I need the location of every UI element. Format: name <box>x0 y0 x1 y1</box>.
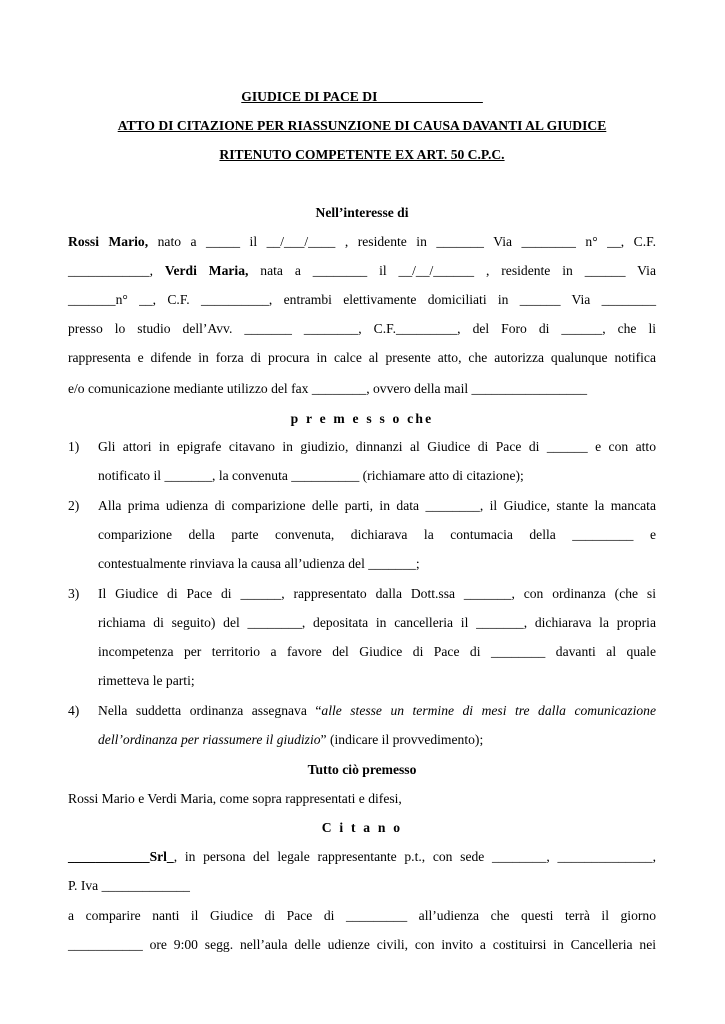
item-3-line-4: rimetteva le parti; <box>98 673 195 688</box>
item-2-line-1: Alla prima udienza di comparizione delle parti, in data ________, il Giudice, stante la mancata <box>98 498 656 513</box>
item-3-line-3: incompetenza per territorio a favore del Giudice di Pace di ________ davanti al quale <box>98 644 656 659</box>
interest-line-6: e/o comunicazione mediante utilizzo del fax ________, ovvero della mail _________________ <box>68 381 588 396</box>
list-number: 3) <box>68 586 80 601</box>
interest-line-5: rappresenta e difende in forza di procura in calce al presente atto, che autorizza qualunque notifica <box>68 350 656 365</box>
item-2-line-2: comparizione della parte convenuta, dichiarava la contumacia della _________ e <box>98 527 656 542</box>
list-number: 1) <box>68 439 80 454</box>
item-1-line-2: notificato il _______, la convenuta __________ (richiamare atto di citazione); <box>98 468 524 483</box>
citano-line-4: ___________ ore 9:00 segg. nell’aula delle udienze civili, con invito a costituirsi in Cancelleria nei <box>68 937 656 952</box>
citano-line-2: P. Iva _____________ <box>68 878 190 893</box>
title-line-1: ATTO DI CITAZIONE PER RIASSUNZIONE DI CAUSA DAVANTI AL GIUDICE <box>117 118 607 133</box>
interest-line-3: _______n° __, C.F. __________, entrambi elettivamente domiciliati in ______ Via ________ <box>68 292 656 307</box>
tutto-heading: Tutto ciò premesso <box>307 762 417 777</box>
item-3-line-2: richiama di seguito) del ________, depositata in cancelleria il _______, dichiarava la propria <box>98 615 656 630</box>
interest-line-2: ____________, Verdi Maria, nata a ________ il __/__/______ , residente in ______ Via <box>68 263 656 278</box>
citano-line-3: a comparire nanti il Giudice di Pace di _________ all’udienza che questi terrà il giorno <box>68 908 656 923</box>
interest-line-1: Rossi Mario, nato a _____ il __/___/____ , residente in _______ Via ________ n° __, C.F. <box>68 234 656 249</box>
item-4-line-2: dell’ordinanza per riassumere il giudizio” (indicare il provvedimento); <box>98 732 484 747</box>
item-1-line-1: Gli attori in epigrafe citavano in giudizio, dinnanzi al Giudice di Pace di ______ e con atto <box>98 439 656 454</box>
item-2-line-3: contestualmente rinviava la causa all’udienza del _______; <box>98 556 420 571</box>
citano-line-1: ____________Srl_, in persona del legale rappresentante p.t., con sede ________, ______________, <box>68 849 656 864</box>
item-4-line-1: Nella suddetta ordinanza assegnava “alle stesse un termine di mesi tre dalla comunicazione <box>98 703 656 718</box>
list-number: 2) <box>68 498 80 513</box>
list-number: 4) <box>68 703 80 718</box>
interest-line-4: presso lo studio dell’Avv. _______ ________, C.F._________, del Foro di ______, che li <box>68 321 656 336</box>
interest-heading: Nell’interesse di <box>315 205 409 220</box>
item-3-line-1: Il Giudice di Pace di ______, rappresentato dalla Dott.ssa _______, con ordinanza (che si <box>98 586 656 601</box>
tutto-line: Rossi Mario e Verdi Maria, come sopra rappresentati e difesi, <box>68 791 402 806</box>
premesso-heading: p r e m e s s o che <box>290 411 434 426</box>
title-line-2: RITENUTO COMPETENTE EX ART. 50 C.P.C. <box>219 147 505 162</box>
court-heading: GIUDICE DI PACE DI _______________ <box>241 89 483 104</box>
citano-heading: C i t a n o <box>321 820 403 835</box>
